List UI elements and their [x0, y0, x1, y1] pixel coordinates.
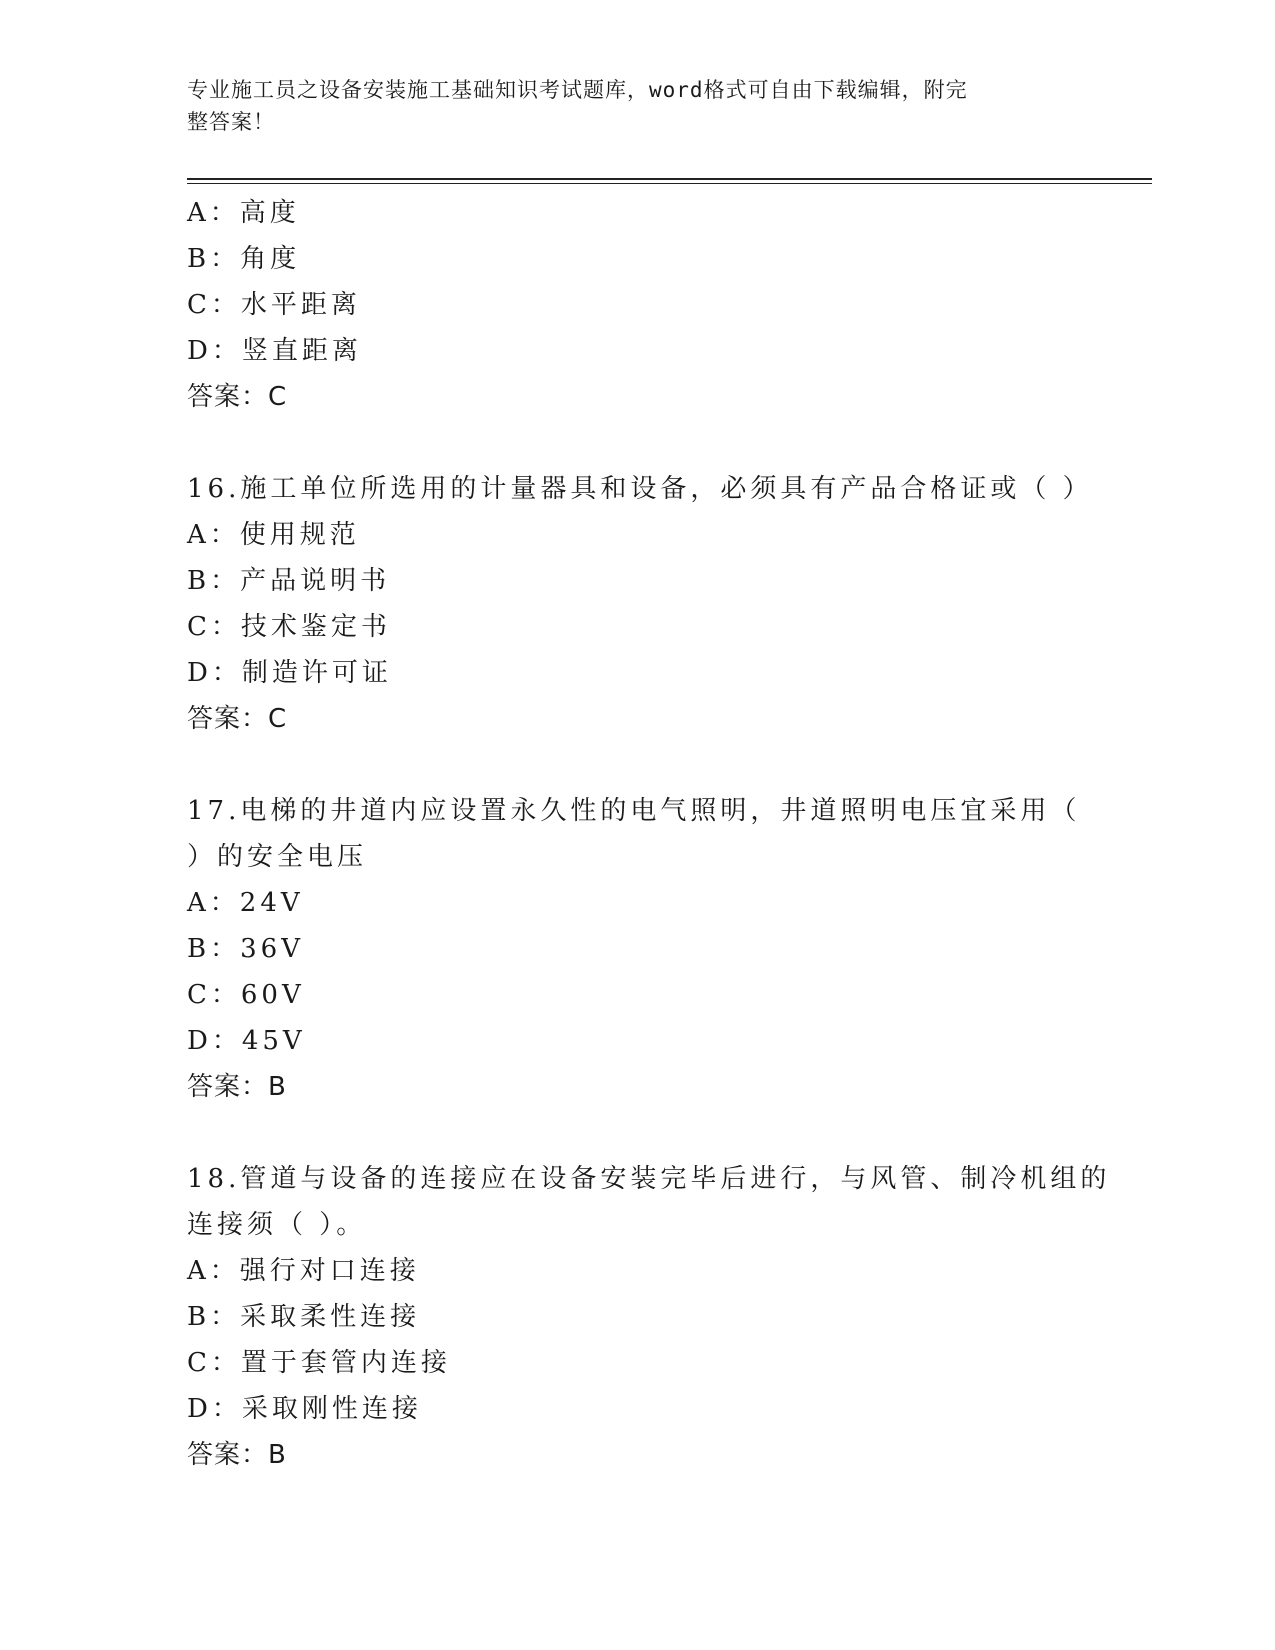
question-17: [187, 788, 1087, 1110]
header-line-2: 整答案！: [187, 110, 275, 134]
answer-line: 答案：B: [187, 1440, 287, 1470]
question-stem-continued: 连接须（ ）。: [187, 1210, 367, 1240]
header-line-1: 专业施工员之设备安装施工基础知识考试题库，word格式可自由下载编辑，附完: [187, 78, 968, 102]
question-15: [187, 190, 1087, 420]
question-stem: 17.电梯的井道内应设置永久性的电气照明，井道照明电压宜采用（: [187, 796, 1081, 826]
option-a: A：24V: [187, 888, 304, 918]
document-header: [187, 74, 1067, 138]
option-d: D：竖直距离: [187, 336, 362, 366]
option-b: B：36V: [187, 934, 304, 964]
question-stem: 16.施工单位所选用的计量器具和设备，必须具有产品合格证或（ ）: [187, 474, 1093, 504]
option-d: D：制造许可证: [187, 658, 392, 688]
option-b: B：角度: [187, 244, 301, 274]
question-list: [187, 190, 1111, 1478]
answer-line: 答案：C: [187, 382, 288, 412]
option-c: C：置于套管内连接: [187, 1348, 451, 1378]
header-divider-thin: [187, 183, 1152, 184]
option-c: C：60V: [187, 980, 305, 1010]
question-stem-continued: ）的安全电压: [187, 842, 368, 872]
option-d: D：45V: [187, 1026, 306, 1056]
option-b: B：产品说明书: [187, 566, 391, 596]
option-a: A：高度: [187, 198, 300, 228]
option-a: A：强行对口连接: [187, 1256, 420, 1286]
header-divider-thick: [187, 178, 1152, 180]
option-d: D：采取刚性连接: [187, 1394, 422, 1424]
question-16: [187, 466, 1093, 742]
answer-line: 答案：C: [187, 704, 288, 734]
option-c: C：技术鉴定书: [187, 612, 391, 642]
option-b: B：采取柔性连接: [187, 1302, 421, 1332]
option-c: C：水平距离: [187, 290, 361, 320]
option-a: A：使用规范: [187, 520, 360, 550]
question-stem: 18.管道与设备的连接应在设备安装完毕后进行，与风管、制冷机组的: [187, 1164, 1111, 1194]
answer-line: 答案：B: [187, 1072, 287, 1102]
question-18: [187, 1156, 1111, 1478]
